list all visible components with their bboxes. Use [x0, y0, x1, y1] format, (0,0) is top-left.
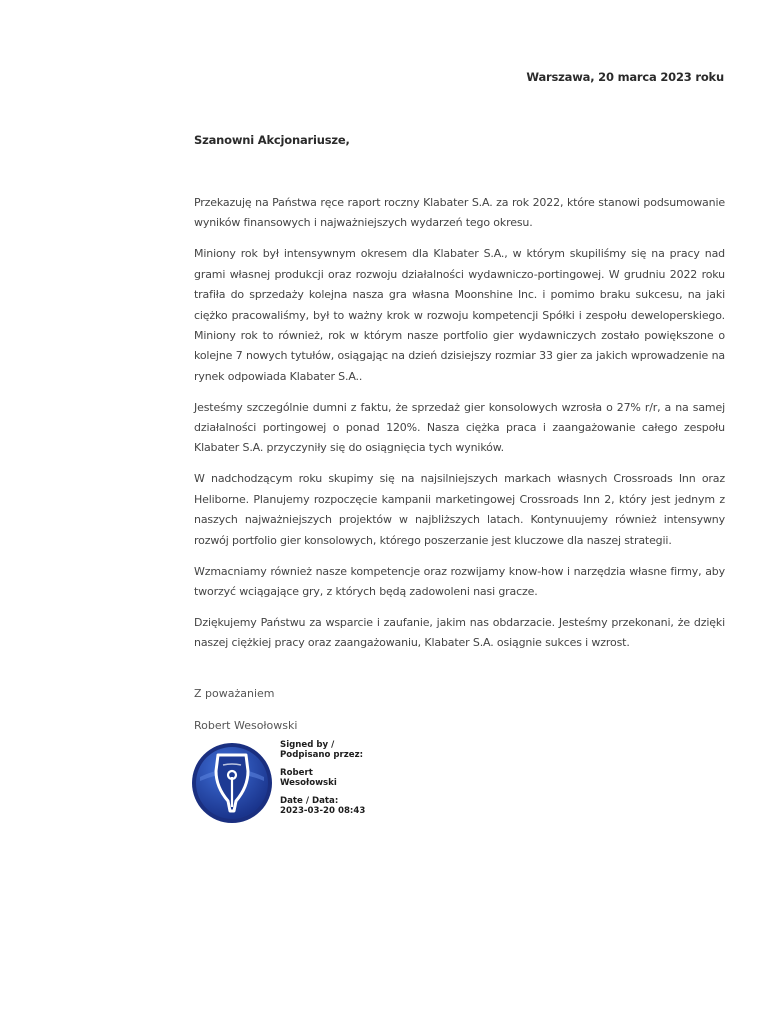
signature-name-first: Robert — [280, 768, 313, 779]
salutation: Szanowni Akcjonariusze, — [194, 133, 350, 147]
signature-details — [280, 741, 410, 817]
signature-name-last: Wesołowski — [280, 777, 337, 788]
signature-date-label: Date / Data: — [280, 796, 339, 807]
paragraph-competences: Wzmacniamy również nasze kompetencje oraz rozwijamy know-how i narzędzia własne firmy, aby tworzyć wciągające gry, z których będą zadowoleni nasi gracze. — [194, 564, 725, 598]
letter-date: Warszawa, 20 marca 2023 roku — [526, 70, 724, 84]
signer-name: Robert Wesołowski — [194, 719, 298, 732]
signed-by-label-pl: Podpisano przez: — [280, 749, 364, 760]
digital-signature[interactable] — [190, 741, 410, 825]
paragraph-year-summary: Miniony rok był intensywnym okresem dla Klabater S.A., w którym skupiliśmy się na pracy nad grami własnej produkcji oraz rozwoju działalności wydawniczo-portingowej. W grudniu 2022 roku trafiła do sprzedaży kolejna nasza gra własna Moonshine Inc. i pomimo braku sukcesu, na jaki ciężko pracowaliśmy, był to ważny krok w rozwoju kompetencji Spółki i zespołu deweloperskiego. Miniony rok to również, rok w którym nasze portfolio gier wydawniczych zostało powiększone o kolejne 7 nowych tytułów, osiągając na dzień dzisiejszy rozmiar 33 gier za jakich wprowadzenie na rynek odpowiada Klabater S.A.. — [194, 247, 725, 383]
letter-body — [194, 193, 725, 664]
paragraph-achievements: Jesteśmy szczególnie dumni z faktu, że sprzedaż gier konsolowych wzrosła o 27% r/r, a na samej działalności portingowej o ponad 120%. Nasza ciężka praca i zaangażowanie całego zespołu Klabater S.A. przyczyniły się do osiągnięcia tych wyników. — [194, 400, 725, 455]
signed-by-label: Signed by / — [280, 740, 335, 750]
fountain-pen-nib-seal-icon — [190, 741, 274, 825]
paragraph-plans: W nadchodzącym roku skupimy się na najsilniejszych markach własnych Crossroads Inn oraz Heliborne. Planujemy rozpoczęcie kampanii marketingowej Crossroads Inn 2, który jest jednym z naszych najważniejszych projektów w najbliższych latach. Kontynuujemy również intensywny rozwój portfolio gier konsolowych, którego poszerzanie jest kluczowe dla naszej strategii. — [194, 472, 725, 547]
closing-phrase: Z poważaniem — [194, 687, 275, 700]
paragraph-thanks: Dziękujemy Państwu za wsparcie i zaufanie, jakim nas obdarzacie. Jesteśmy przekonani, że dzięki naszej ciężkiej pracy oraz zaangażowaniu, Klabater S.A. osiągnie sukces i wzrost. — [194, 615, 725, 650]
signature-date-value: 2023-03-20 08:43 — [280, 805, 366, 816]
paragraph-intro: Przekazuję na Państwa ręce raport roczny Klabater S.A. za rok 2022, które stanowi podsumowanie wyników finansowych i najważniejszych wydarzeń tego okresu. — [194, 196, 725, 230]
